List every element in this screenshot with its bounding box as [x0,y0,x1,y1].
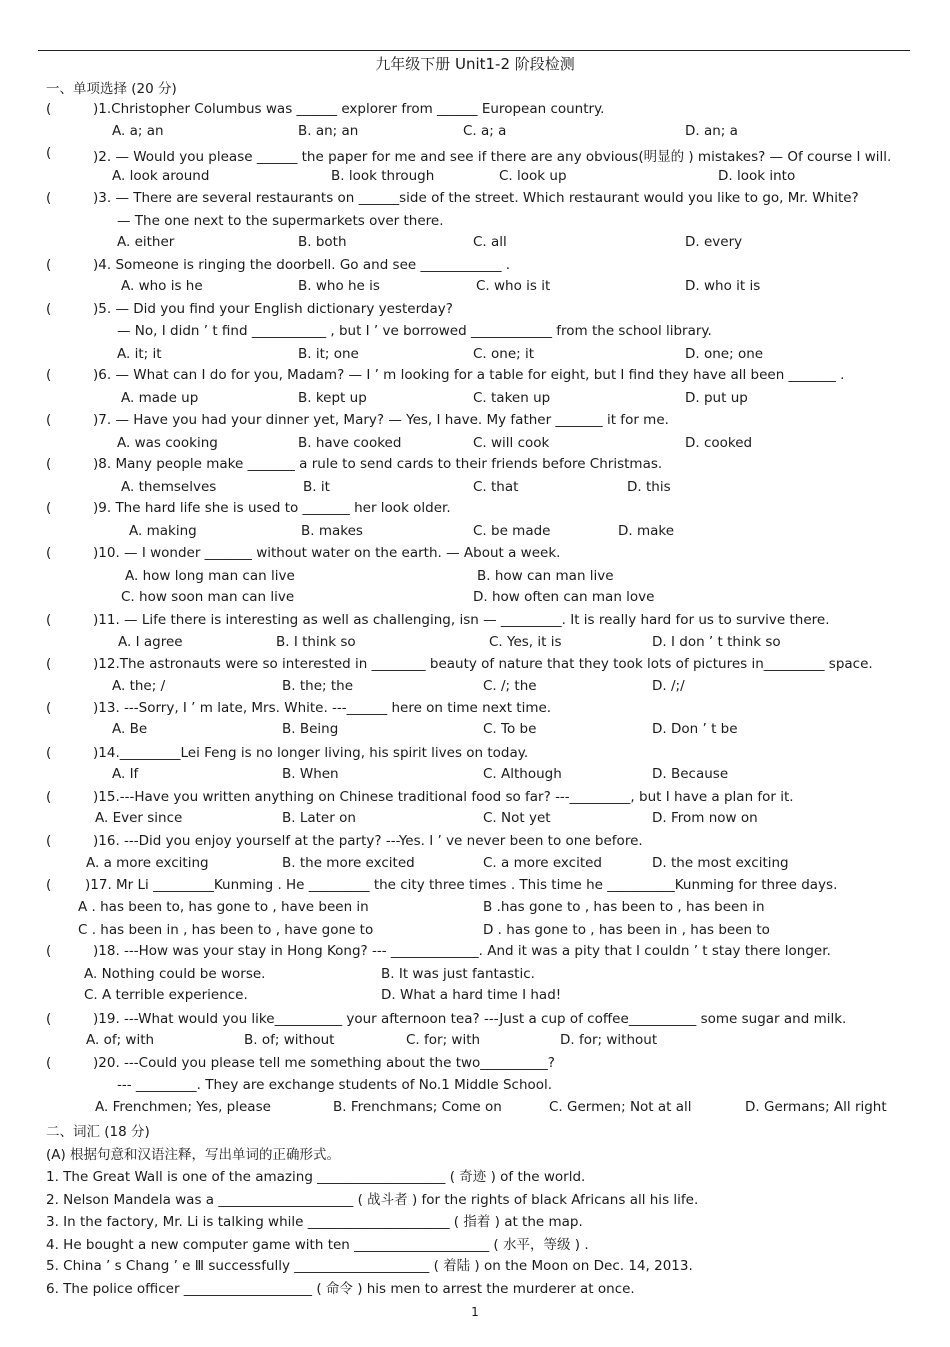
vocabulary-item: 1. The Great Wall is one of the amazing ___________________ ( 奇迹 ) of the world. [46,1169,586,1185]
answer-option: D. make [618,523,675,539]
answer-option: D. From now on [652,810,758,826]
answer-option: A. making [129,523,197,539]
vocabulary-item: 2. Nelson Mandela was a ____________________ ( 战斗者 ) for the rights of black Africans all his life. [46,1192,699,1208]
answer-option: C. will cook [473,435,550,451]
answer-option: D. every [685,234,743,250]
answer-option: A. Be [112,721,148,737]
answer-option: D. the most exciting [652,855,789,871]
question-text: )18. ---How was your stay in Hong Kong? --- _____________. And it was a pity that I couldn ’ t stay there longer. [93,943,831,959]
question-text: )8. Many people make _______ a rule to send cards to their friends before Christmas. [93,456,663,472]
answer-option: D. /;/ [652,678,685,694]
answer-option: A. of; with [86,1032,155,1048]
answer-bracket: ( [46,257,52,273]
page-title: 九年级下册 Unit1-2 阶段检测 [375,55,575,73]
question-text: )10. — I wonder _______ without water on the earth. — About a week. [93,545,561,561]
answer-option: D. put up [685,390,748,406]
question-text-continued: — No, I didn ’ t find ___________ , but I ’ ve borrowed ____________ from the school library. [117,323,712,339]
answer-option: C. /; the [483,678,537,694]
section-heading-single-choice: 一、单项选择 (20 分) [46,81,177,97]
question-text: )12.The astronauts were so interested in ________ beauty of nature that they took lots of pictures in_________ space. [93,656,873,672]
answer-option: C. a; a [463,123,507,139]
answer-option: B. When [282,766,339,782]
answer-option: C. Although [483,766,562,782]
answer-bracket: ( [46,789,52,805]
answer-option: D. What a hard time I had! [381,987,562,1003]
answer-bracket: ( [46,412,52,428]
answer-option: D. how often can man love [473,589,655,605]
answer-option: B. look through [331,168,435,184]
answer-bracket: ( [46,833,52,849]
answer-bracket: ( [46,301,52,317]
answer-option: A. Nothing could be worse. [84,966,266,982]
question-text: )14._________Lei Feng is no longer living, his spirit lives on today. [93,745,529,761]
answer-option: D. an; a [685,123,738,139]
answer-bracket: ( [46,1055,52,1071]
question-text: )2. — Would you please ______ the paper for me and see if there are any obvious(明显的 ) mistakes? — Of course I will. [93,149,892,165]
answer-option: C. To be [483,721,537,737]
answer-option: B. an; an [298,123,359,139]
question-text: )7. — Have you had your dinner yet, Mary? — Yes, I have. My father _______ it for me. [93,412,669,428]
answer-option: B. It was just fantastic. [381,966,535,982]
answer-option: C. how soon man can live [121,589,295,605]
answer-option: B. have cooked [298,435,402,451]
answer-option: A. how long man can live [125,568,295,584]
answer-option: C . has been in , has been to , have gone to [78,922,374,938]
question-text: )11. — Life there is interesting as well as challenging, isn — _________. It is really hard for us to survive there. [93,612,830,628]
answer-option: D. look into [718,168,796,184]
page-number: 1 [471,1305,479,1319]
answer-option: A. I agree [118,634,183,650]
answer-option: B. kept up [298,390,367,406]
answer-bracket: ( [46,145,52,161]
answer-option: D. who it is [685,278,761,294]
answer-option: D. this [627,479,671,495]
answer-option: B. makes [301,523,363,539]
answer-option: B. the more excited [282,855,415,871]
answer-option: A. was cooking [117,435,218,451]
answer-option: A. made up [121,390,199,406]
question-text: )15.---Have you written anything on Chinese traditional food so far? ---_________, but I have a plan for it. [93,789,794,805]
answer-option: B. Later on [282,810,356,826]
answer-bracket: ( [46,612,52,628]
answer-bracket: ( [46,101,52,117]
answer-option: C. A terrible experience. [84,987,248,1003]
question-text: )6. — What can I do for you, Madam? — I ’ m looking for a table for eight, but I find they have all been _______ . [93,367,845,383]
vocabulary-instructions: (A) 根据句意和汉语注释，写出单词的正确形式。 [46,1147,341,1163]
answer-bracket: ( [46,656,52,672]
answer-option: C. one; it [473,346,535,362]
answer-option: D . has gone to , has been in , has been to [483,922,770,938]
question-text: )5. — Did you find your English dictionary yesterday? [93,301,453,317]
question-text: )17. Mr Li _________Kunming . He _________ the city three times . This time he __________Kunming for three days. [85,877,838,893]
question-text: )20. ---Could you please tell me something about the two__________? [93,1055,555,1071]
answer-option: C. who is it [476,278,551,294]
answer-option: C. look up [499,168,567,184]
answer-option: B. it [303,479,330,495]
question-text: )9. The hard life she is used to _______ her look older. [93,500,451,516]
answer-option: A. Ever since [95,810,183,826]
question-text: )16. ---Did you enjoy yourself at the party? ---Yes. I ’ ve never been to one before. [93,833,643,849]
answer-option: A. themselves [121,479,217,495]
vocabulary-item: 6. The police officer ___________________ ( 命令 ) his men to arrest the murderer at once. [46,1281,635,1297]
answer-option: A. If [112,766,139,782]
answer-option: A. either [117,234,175,250]
answer-option: C. be made [473,523,551,539]
vocabulary-item: 4. He bought a new computer game with ten ____________________ ( 水平，等级 ) . [46,1237,589,1253]
question-text: )13. ---Sorry, I ’ m late, Mrs. White. ---______ here on time next time. [93,700,552,716]
answer-option: B. it; one [298,346,359,362]
answer-option: C. all [473,234,507,250]
answer-option: B. Frenchmans; Come on [333,1099,502,1115]
answer-option: C. for; with [406,1032,481,1048]
answer-option: D. Because [652,766,729,782]
answer-option: A. a more exciting [86,855,209,871]
answer-option: A. Frenchmen; Yes, please [95,1099,271,1115]
answer-option: C. Yes, it is [489,634,562,650]
answer-option: B. both [298,234,347,250]
answer-bracket: ( [46,456,52,472]
answer-option: B. the; the [282,678,353,694]
answer-bracket: ( [46,1011,52,1027]
answer-bracket: ( [46,877,52,893]
answer-option: A. who is he [121,278,203,294]
question-text: )3. — There are several restaurants on ______side of the street. Which restaurant would you like to go, Mr. White? [93,190,859,206]
answer-bracket: ( [46,367,52,383]
answer-option: A. look around [112,168,210,184]
answer-option: D. cooked [685,435,753,451]
answer-bracket: ( [46,700,52,716]
answer-option: B. of; without [244,1032,335,1048]
answer-bracket: ( [46,943,52,959]
answer-option: C. Not yet [483,810,551,826]
question-text: )19. ---What would you like__________ your afternoon tea? ---Just a cup of coffee__________ some sugar and milk. [93,1011,847,1027]
answer-option: D. Germans; All right [745,1099,887,1115]
answer-option: A . has been to, has gone to , have been in [78,899,369,915]
answer-bracket: ( [46,545,52,561]
header-rule [38,50,910,51]
answer-option: C. that [473,479,519,495]
answer-option: C. Germen; Not at all [549,1099,692,1115]
answer-bracket: ( [46,745,52,761]
section-heading-vocabulary: 二、词汇 (18 分) [46,1124,150,1140]
question-text: )1.Christopher Columbus was ______ explorer from ______ European country. [93,101,605,117]
question-text: )4. Someone is ringing the doorbell. Go and see ____________ . [93,257,511,273]
answer-option: A. it; it [117,346,162,362]
vocabulary-item: 5. China ’ s Chang ’ e Ⅲ successfully ____________________ ( 着陆 ) on the Moon on Dec. 14, 2013. [46,1258,693,1274]
answer-option: B .has gone to , has been to , has been in [483,899,765,915]
question-text-continued: — The one next to the supermarkets over there. [117,213,444,229]
question-text-continued: --- _________. They are exchange students of No.1 Middle School. [117,1077,553,1093]
vocabulary-item: 3. In the factory, Mr. Li is talking while _____________________ ( 指着 ) at the map. [46,1214,583,1230]
answer-option: A. a; an [112,123,164,139]
answer-option: C. a more excited [483,855,602,871]
answer-option: D. for; without [560,1032,658,1048]
answer-bracket: ( [46,190,52,206]
answer-option: D. I don ’ t think so [652,634,781,650]
answer-option: A. the; / [112,678,166,694]
answer-option: B. who he is [298,278,380,294]
answer-option: B. I think so [276,634,356,650]
answer-option: B. Being [282,721,339,737]
answer-option: D. one; one [685,346,764,362]
answer-option: B. how can man live [477,568,614,584]
answer-bracket: ( [46,500,52,516]
answer-option: D. Don ’ t be [652,721,738,737]
answer-option: C. taken up [473,390,551,406]
